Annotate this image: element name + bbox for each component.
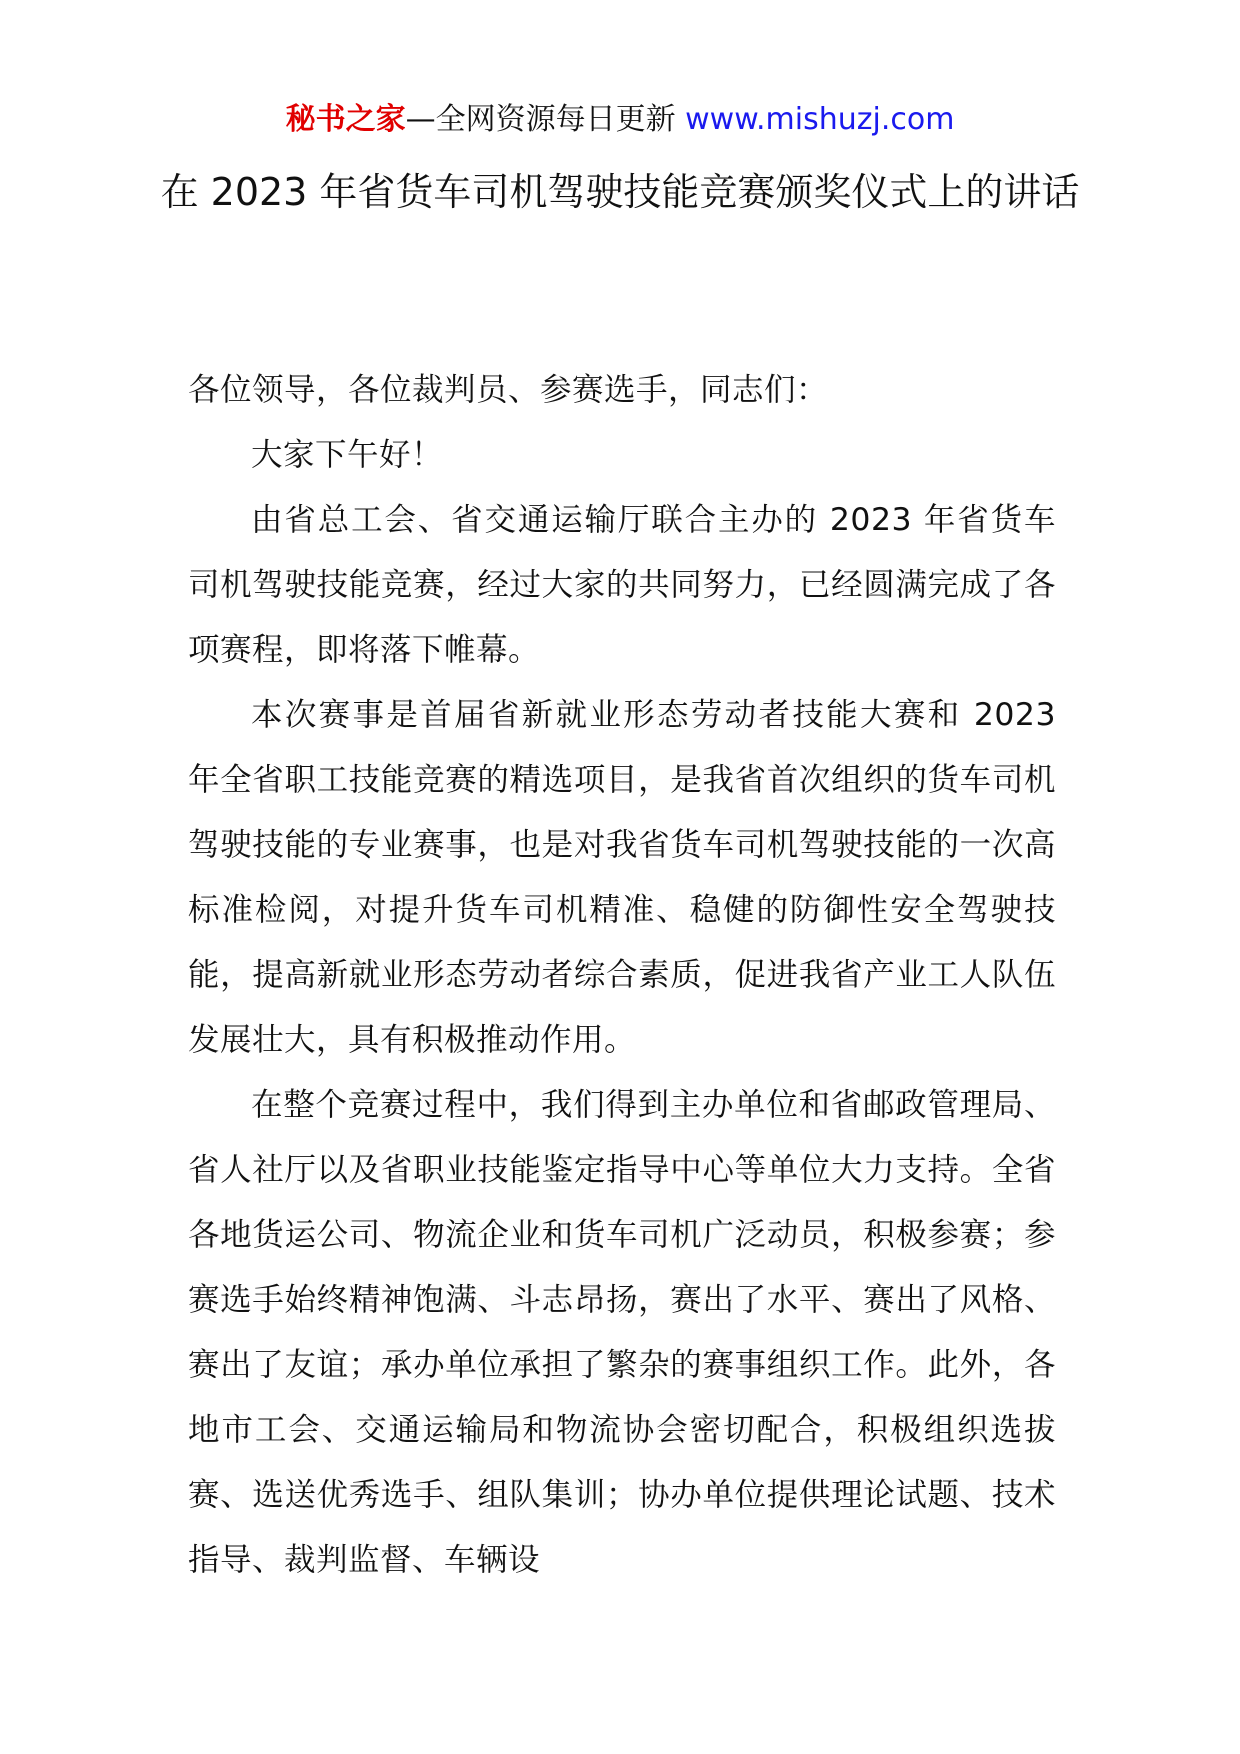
document-title: 在 2023 年省货车司机驾驶技能竞赛颁奖仪式上的讲话 <box>160 170 1080 214</box>
document-body <box>188 358 1056 1593</box>
salutation: 各位领导，各位裁判员、参赛选手，同志们： <box>188 372 829 408</box>
header-tagline: —全网资源每日更新 <box>405 102 686 137</box>
paragraph: 大家下午好！ <box>251 437 444 473</box>
paragraph: 在整个竞赛过程中，我们得到主办单位和省邮政管理局、省人社厅以及省职业技能鉴定指导中心等单位大力支持。全省各地货运公司、物流企业和货车司机广泛动员，积极参赛；参赛选手始终精神饱满、斗志昂扬，赛出了水平、赛出了风格、赛出了友谊；承办单位承担了繁杂的赛事组织工作。此外，各地市工会、交通运输局和物流协会密切配合，积极组织选拔赛、选送优秀选手、组队集训；协办单位提供理论试题、技术指导、裁判监督、车辆设 <box>188 1087 1056 1578</box>
paragraph: 由省总工会、省交通运输厅联合主办的 2023 年省货车司机驾驶技能竞赛，经过大家的共同努力，已经圆满完成了各项赛程，即将落下帷幕。 <box>188 502 1056 668</box>
brand-name: 秘书之家 <box>285 102 406 137</box>
page-header <box>0 100 1240 140</box>
website-link[interactable]: www.mishuzj.com <box>685 102 955 137</box>
paragraph: 本次赛事是首届省新就业形态劳动者技能大赛和 2023 年全省职工技能竞赛的精选项目，是我省首次组织的货车司机驾驶技能的专业赛事，也是对我省货车司机驾驶技能的一次高标准检阅，对提升货车司机精准、稳健的防御性安全驾驶技能，提高新就业形态劳动者综合素质，促进我省产业工人队伍发展壮大，具有积极推动作用。 <box>188 697 1056 1058</box>
